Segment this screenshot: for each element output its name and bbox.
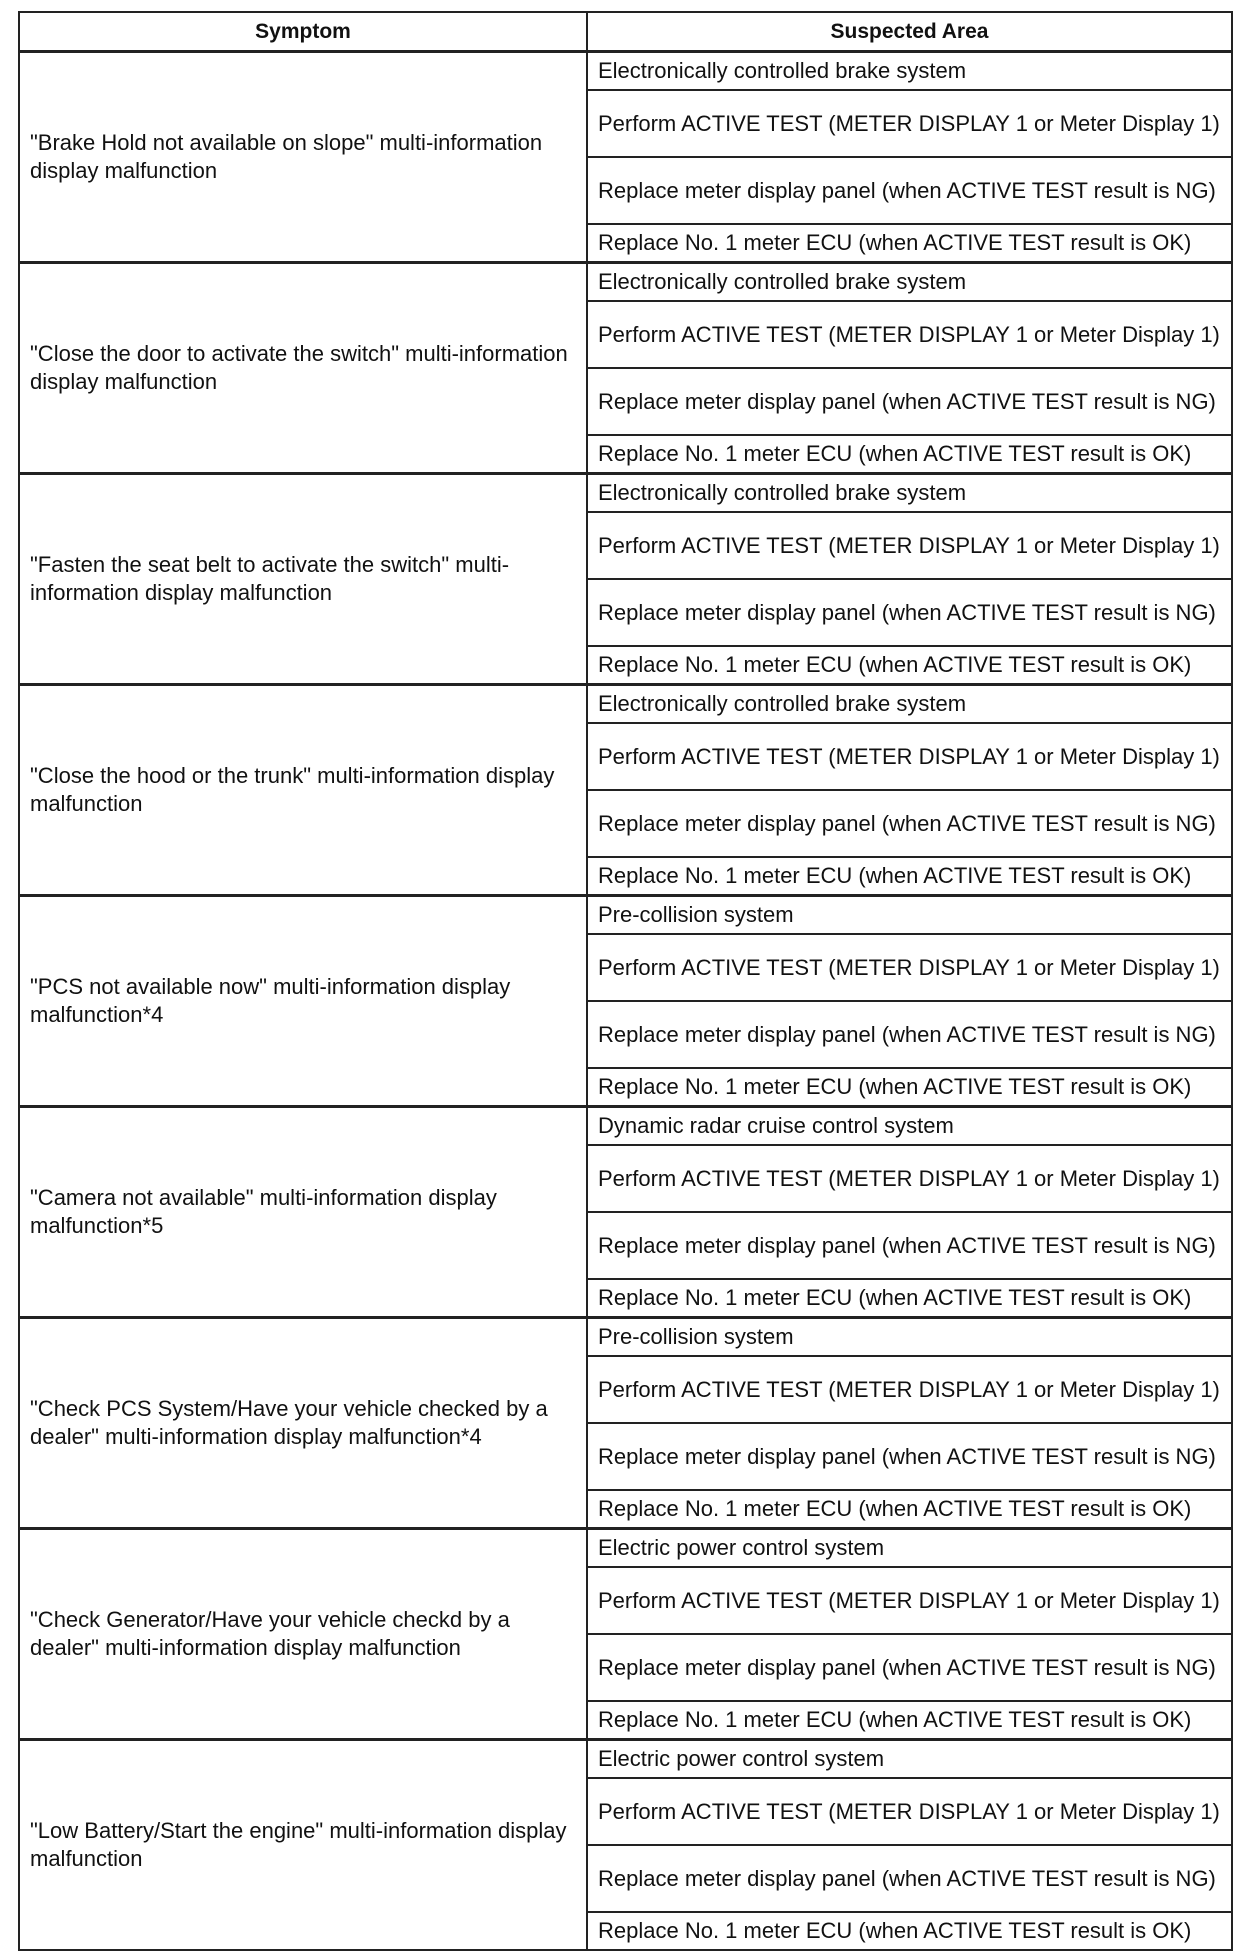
suspected-area-cell: Replace meter display panel (when ACTIVE TEST result is NG) — [587, 1845, 1232, 1912]
suspected-area-cell: Perform ACTIVE TEST (METER DISPLAY 1 or Meter Display 1) — [587, 1567, 1232, 1634]
header-row — [19, 12, 1232, 52]
header-symptom: Symptom — [19, 12, 587, 52]
suspected-area-cell: Dynamic radar cruise control system — [587, 1107, 1232, 1146]
suspected-area-cell: Electric power control system — [587, 1740, 1232, 1779]
symptom-cell: "Fasten the seat belt to activate the switch" multi-information display malfunction — [19, 474, 587, 685]
symptom-cell: "Close the hood or the trunk" multi-information display malfunction — [19, 685, 587, 896]
suspected-area-cell: Pre-collision system — [587, 1318, 1232, 1357]
suspected-area-cell: Replace meter display panel (when ACTIVE TEST result is NG) — [587, 157, 1232, 224]
suspected-area-cell: Perform ACTIVE TEST (METER DISPLAY 1 or Meter Display 1) — [587, 90, 1232, 157]
suspected-area-cell: Replace meter display panel (when ACTIVE TEST result is NG) — [587, 790, 1232, 857]
table-row — [19, 1529, 1232, 1568]
symptom-cell: "Check PCS System/Have your vehicle checked by a dealer" multi-information display malfunction*4 — [19, 1318, 587, 1529]
table-row — [19, 1740, 1232, 1779]
symptom-cell: "Check Generator/Have your vehicle checkd by a dealer" multi-information display malfunction — [19, 1529, 587, 1740]
table-row — [19, 474, 1232, 513]
suspected-area-cell: Electronically controlled brake system — [587, 52, 1232, 91]
suspected-area-cell: Replace No. 1 meter ECU (when ACTIVE TEST result is OK) — [587, 1279, 1232, 1318]
table-row — [19, 1107, 1232, 1146]
suspected-area-cell: Perform ACTIVE TEST (METER DISPLAY 1 or Meter Display 1) — [587, 723, 1232, 790]
table-row — [19, 896, 1232, 935]
suspected-area-cell: Replace No. 1 meter ECU (when ACTIVE TEST result is OK) — [587, 435, 1232, 474]
suspected-area-cell: Electric power control system — [587, 1529, 1232, 1568]
suspected-area-cell: Replace meter display panel (when ACTIVE TEST result is NG) — [587, 1001, 1232, 1068]
symptom-cell: "Close the door to activate the switch" multi-information display malfunction — [19, 263, 587, 474]
suspected-area-cell: Electronically controlled brake system — [587, 474, 1232, 513]
suspected-area-cell: Replace No. 1 meter ECU (when ACTIVE TEST result is OK) — [587, 1068, 1232, 1107]
table-row — [19, 52, 1232, 91]
symptom-table — [18, 11, 1233, 1951]
suspected-area-cell: Pre-collision system — [587, 896, 1232, 935]
table-row — [19, 685, 1232, 724]
suspected-area-cell: Perform ACTIVE TEST (METER DISPLAY 1 or Meter Display 1) — [587, 1356, 1232, 1423]
suspected-area-cell: Perform ACTIVE TEST (METER DISPLAY 1 or Meter Display 1) — [587, 1145, 1232, 1212]
suspected-area-cell: Replace No. 1 meter ECU (when ACTIVE TEST result is OK) — [587, 1701, 1232, 1740]
suspected-area-cell: Replace meter display panel (when ACTIVE TEST result is NG) — [587, 1212, 1232, 1279]
symptom-cell: "Camera not available" multi-information display malfunction*5 — [19, 1107, 587, 1318]
suspected-area-cell: Electronically controlled brake system — [587, 685, 1232, 724]
suspected-area-cell: Perform ACTIVE TEST (METER DISPLAY 1 or Meter Display 1) — [587, 301, 1232, 368]
header-suspected-area: Suspected Area — [587, 12, 1232, 52]
suspected-area-cell: Replace No. 1 meter ECU (when ACTIVE TEST result is OK) — [587, 1490, 1232, 1529]
suspected-area-cell: Replace No. 1 meter ECU (when ACTIVE TEST result is OK) — [587, 646, 1232, 685]
suspected-area-cell: Replace meter display panel (when ACTIVE TEST result is NG) — [587, 1634, 1232, 1701]
suspected-area-cell: Perform ACTIVE TEST (METER DISPLAY 1 or Meter Display 1) — [587, 934, 1232, 1001]
suspected-area-cell: Replace meter display panel (when ACTIVE TEST result is NG) — [587, 1423, 1232, 1490]
suspected-area-cell: Electronically controlled brake system — [587, 263, 1232, 302]
table-row — [19, 1318, 1232, 1357]
suspected-area-cell: Perform ACTIVE TEST (METER DISPLAY 1 or Meter Display 1) — [587, 512, 1232, 579]
symptom-cell: "Low Battery/Start the engine" multi-information display malfunction — [19, 1740, 587, 1951]
suspected-area-cell: Replace No. 1 meter ECU (when ACTIVE TEST result is OK) — [587, 224, 1232, 263]
suspected-area-cell: Replace meter display panel (when ACTIVE TEST result is NG) — [587, 579, 1232, 646]
suspected-area-cell: Replace No. 1 meter ECU (when ACTIVE TEST result is OK) — [587, 1912, 1232, 1950]
suspected-area-cell: Replace No. 1 meter ECU (when ACTIVE TEST result is OK) — [587, 857, 1232, 896]
symptom-cell: "PCS not available now" multi-information display malfunction*4 — [19, 896, 587, 1107]
table-row — [19, 263, 1232, 302]
suspected-area-cell: Perform ACTIVE TEST (METER DISPLAY 1 or Meter Display 1) — [587, 1778, 1232, 1845]
symptom-cell: "Brake Hold not available on slope" multi-information display malfunction — [19, 52, 587, 263]
suspected-area-cell: Replace meter display panel (when ACTIVE TEST result is NG) — [587, 368, 1232, 435]
table-body — [19, 52, 1232, 1951]
